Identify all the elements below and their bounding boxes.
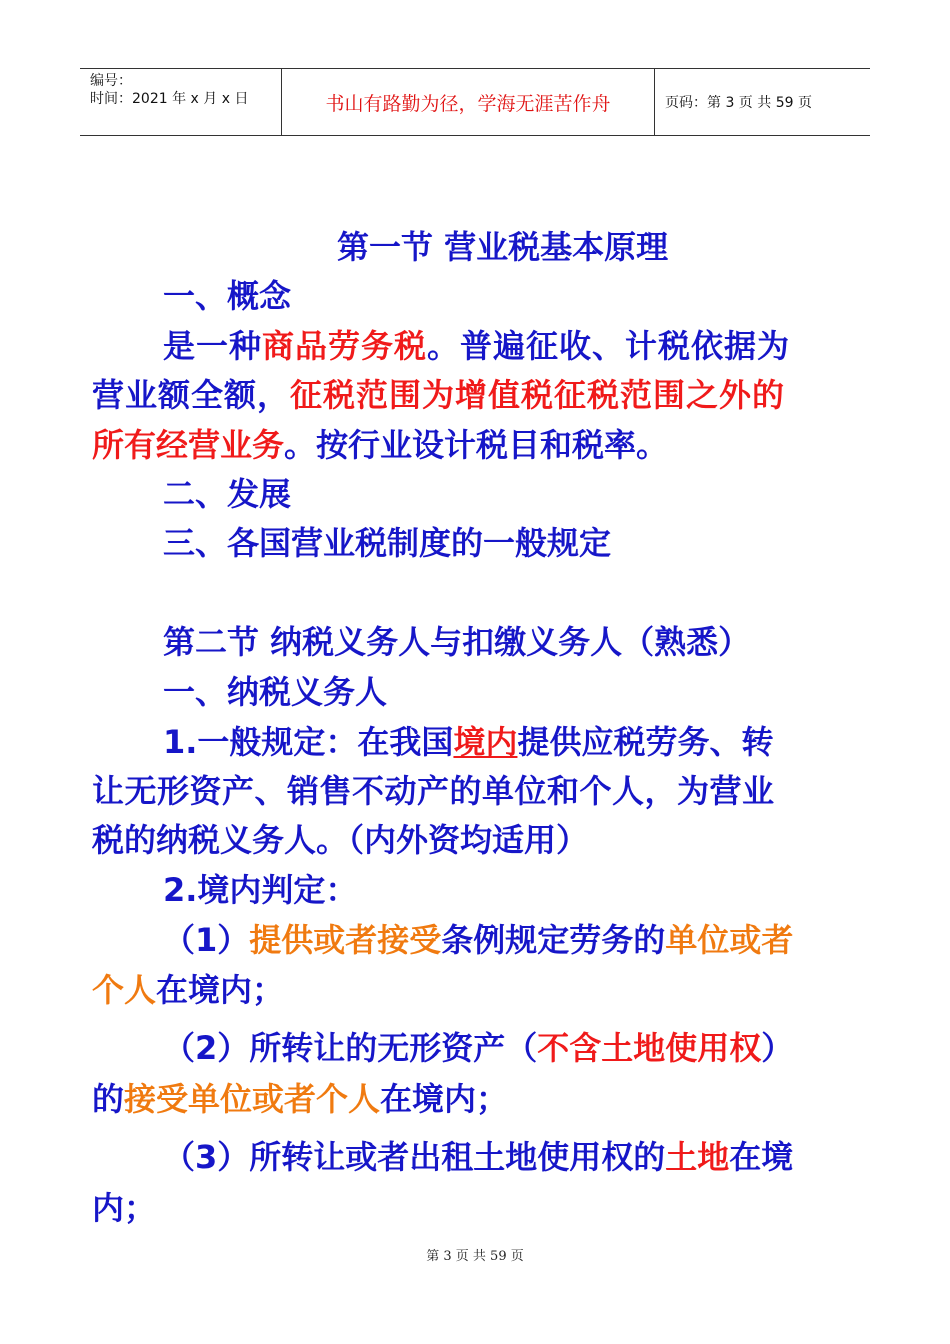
highlight-individual: 个人 <box>92 971 157 1009</box>
concept-line-1 <box>163 326 790 366</box>
concept-line-3 <box>92 425 668 465</box>
header-table <box>80 68 870 136</box>
page-footer: 第 3 页 共 59 页 <box>426 1249 524 1264</box>
highlight-excluding-land-use: 不含土地使用权 <box>537 1029 762 1067</box>
text-span: （2）所转让的无形资产（ <box>163 1029 538 1067</box>
text-span: 在境内； <box>380 1080 509 1118</box>
item-1-line-2 <box>92 970 284 1010</box>
text-span: 在境 <box>729 1138 794 1176</box>
text-span: （3）所转让或者出租土地使用权的 <box>163 1138 666 1176</box>
text-span: 在境内； <box>156 971 285 1009</box>
text-span: 1.一般规定：在我国 <box>163 723 454 761</box>
highlight-domestic: 境内 <box>453 723 518 761</box>
domestic-criteria-heading: 2.境内判定： <box>163 871 358 909</box>
time-label: 时间：2021 年 x 月 x 日 <box>90 91 249 107</box>
rule-line-1 <box>163 722 773 762</box>
heading-development: 二、发展 <box>163 475 292 513</box>
item-number: （1） <box>163 921 250 959</box>
item-3-line-2: 内； <box>92 1189 157 1227</box>
item-2-line-1 <box>163 1028 793 1068</box>
item-2-line-2 <box>92 1079 508 1119</box>
text-span: 。按行业设计税目和税率。 <box>284 426 669 464</box>
section1-title: 第一节 营业税基本原理 <box>337 228 669 266</box>
highlight-tax-scope: 征税范围为增值税征税范围之外的 <box>290 376 786 414</box>
highlight-provide-or-receive: 提供或者接受 <box>249 921 442 959</box>
highlight-receiving-unit: 接受单位或者个人 <box>124 1080 381 1118</box>
concept-line-2 <box>92 375 785 415</box>
highlight-unit-or: 单位或者 <box>665 921 794 959</box>
text-span: 。普遍征收、计税依据为 <box>427 327 791 365</box>
item-3-line-1 <box>163 1137 793 1177</box>
text-span: 条例规定劳务的 <box>441 921 666 959</box>
rule-line-3: 税的纳税义务人。（内外资均适用） <box>92 821 589 859</box>
highlight-all-business: 所有经营业务 <box>92 426 285 464</box>
text-span: 营业额全额， <box>92 376 291 414</box>
text-span: 的 <box>92 1080 125 1118</box>
page-info: 页码：第 3 页 共 59 页 <box>665 95 812 111</box>
heading-concept: 一、概念 <box>163 277 292 315</box>
highlight-commodity-service-tax: 商品劳务税 <box>262 327 428 365</box>
heading-taxpayer: 一、纳税义务人 <box>163 673 388 711</box>
heading-general-rules: 三、各国营业税制度的一般规定 <box>163 524 612 562</box>
number-label: 编号： <box>90 73 132 89</box>
motto: 书山有路勤为径，学海无涯苦作舟 <box>281 69 655 135</box>
item-1-line-1 <box>163 920 793 960</box>
text-span: 提供应税劳务、转 <box>517 723 774 761</box>
text-span: ） <box>761 1029 794 1067</box>
header-left-cell <box>80 69 281 135</box>
section2-title: 第二节 纳税义务人与扣缴义务人（熟悉） <box>163 623 751 661</box>
text-span: 是一种 <box>163 327 263 365</box>
highlight-land: 土地 <box>665 1138 730 1176</box>
rule-line-2: 让无形资产、销售不动产的单位和个人，为营业 <box>92 772 775 810</box>
